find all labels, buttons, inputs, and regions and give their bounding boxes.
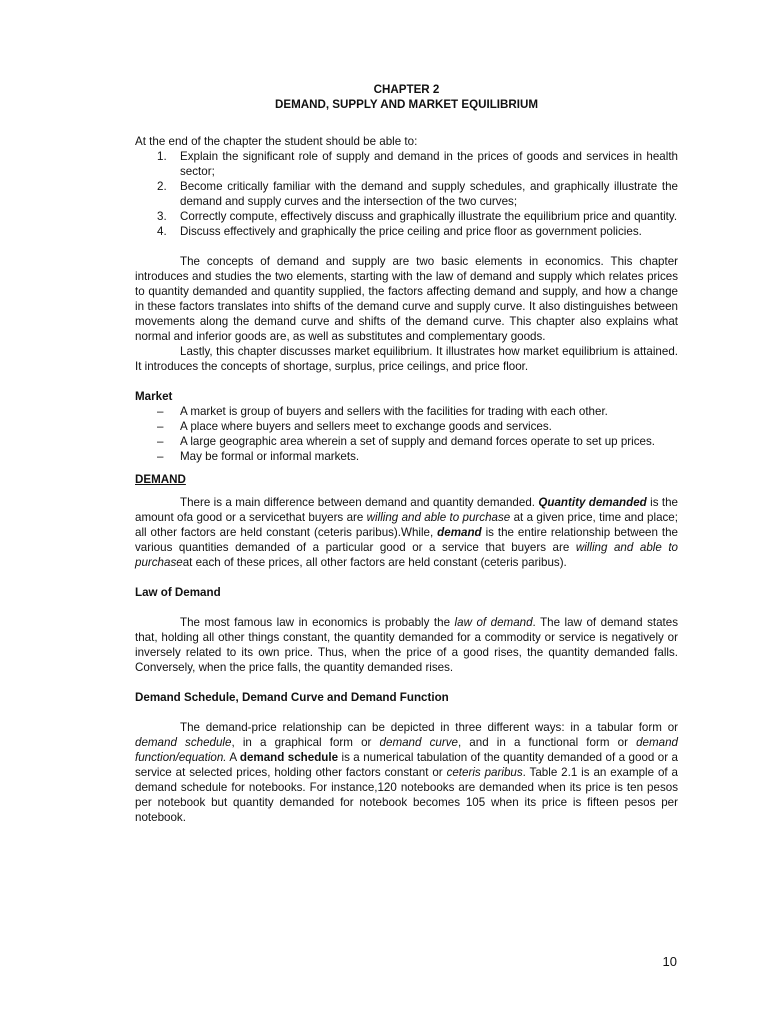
list-item-text: Correctly compute, effectively discuss and graphically illustrate the equilibrium price and quantity. (180, 210, 678, 223)
list-number: 3. (157, 210, 167, 223)
section-heading-law-of-demand: Law of Demand (135, 586, 221, 599)
dash-bullet: – (157, 450, 164, 463)
list-item (135, 419, 678, 434)
list-item-text: Discuss effectively and graphically the price ceiling and price floor as government policies. (180, 225, 642, 238)
section-heading-market: Market (135, 390, 173, 403)
list-item-text: A market is group of buyers and sellers with the facilities for trading with each other. (180, 405, 608, 418)
dash-bullet: – (157, 435, 164, 448)
intro-paragraph: The concepts of demand and supply are two basic elements in economics. This chapter introduces and studies the two elements, starting with the law of demand and supply which relates prices to quantity demanded and quantity supplied, the factors affecting demand and supply, and how a change in these factors translates into shifts of the demand curve and supply curve. It also distinguishes between movements along the demand curve and shifts of the demand curve. This chapter also explains what normal and inferior goods are, as well as substitutes and complementary goods. (135, 255, 678, 343)
dash-bullet: – (157, 405, 164, 418)
list-item (135, 434, 678, 449)
objectives-list (135, 149, 678, 239)
list-number: 1. (157, 150, 167, 163)
list-item-text: Explain the significant role of supply and demand in the prices of goods and services in health sector; (180, 150, 678, 178)
demand-paragraph: There is a main difference between demand and quantity demanded. Quantity demanded is the amount ofa good or a servicethat buyers are willing and able to purchase at a given price, time and place; all other factors are held constant (ceteris paribus).While, demand is the entire relationship between the various quantities demanded of a particular good or a service that buyers are willing and able to purchaseat each of these prices, all other factors are held constant (ceteris paribus). (135, 496, 678, 569)
list-item (135, 149, 678, 179)
chapter-number: CHAPTER 2 (373, 83, 440, 96)
list-item-text: A large geographic area wherein a set of supply and demand forces operate to set up prices. (180, 435, 655, 448)
list-item (135, 224, 678, 239)
page-number: 10 (662, 954, 677, 969)
list-item-text: A place where buyers and sellers meet to exchange goods and services. (180, 420, 552, 433)
demand-schedule-paragraph: The demand-price relationship can be depicted in three different ways: in a tabular form or demand schedule, in a graphical form or demand curve, and in a functional form or demand function/equation. A demand schedule is a numerical tabulation of the quantity demanded of a good or a service at selected prices, holding other factors constant or ceteris paribus. Table 2.1 is an example of a demand schedule for notebooks. For instance,120 notebooks are demanded when its price is ten pesos per notebook but quantity demanded for notebook becomes 105 when its price is fifteen pesos per notebook. (135, 721, 678, 824)
list-item-text: May be formal or informal markets. (180, 450, 360, 463)
list-number: 2. (157, 180, 167, 193)
list-item (135, 404, 678, 419)
market-list (135, 404, 678, 464)
section-heading-demand: DEMAND (135, 473, 186, 486)
document-page (135, 82, 678, 825)
list-item (135, 449, 678, 464)
intro-paragraph: Lastly, this chapter discusses market equilibrium. It illustrates how market equilibrium is attained. It introduces the concepts of shortage, surplus, price ceilings, and price floor. (135, 345, 678, 373)
list-number: 4. (157, 225, 167, 238)
law-of-demand-paragraph: The most famous law in economics is probably the law of demand. The law of demand states that, holding all other things constant, the quantity demanded for a commodity or service is negatively or inversely related to its own price. Thus, when the price of a good rises, the quantity demanded falls. Conversely, when the price falls, the quantity demanded rises. (135, 616, 678, 674)
chapter-title: DEMAND, SUPPLY AND MARKET EQUILIBRIUM (274, 98, 539, 111)
objectives-intro: At the end of the chapter the student should be able to: (135, 135, 418, 148)
list-item-text: Become critically familiar with the demand and supply schedules, and graphically illustrate the demand and supply curves and the intersection of the two curves; (180, 180, 678, 208)
list-item (135, 179, 678, 209)
dash-bullet: – (157, 420, 164, 433)
chapter-header (135, 82, 678, 112)
list-item (135, 209, 678, 224)
section-heading-demand-schedule: Demand Schedule, Demand Curve and Demand Function (135, 691, 449, 704)
